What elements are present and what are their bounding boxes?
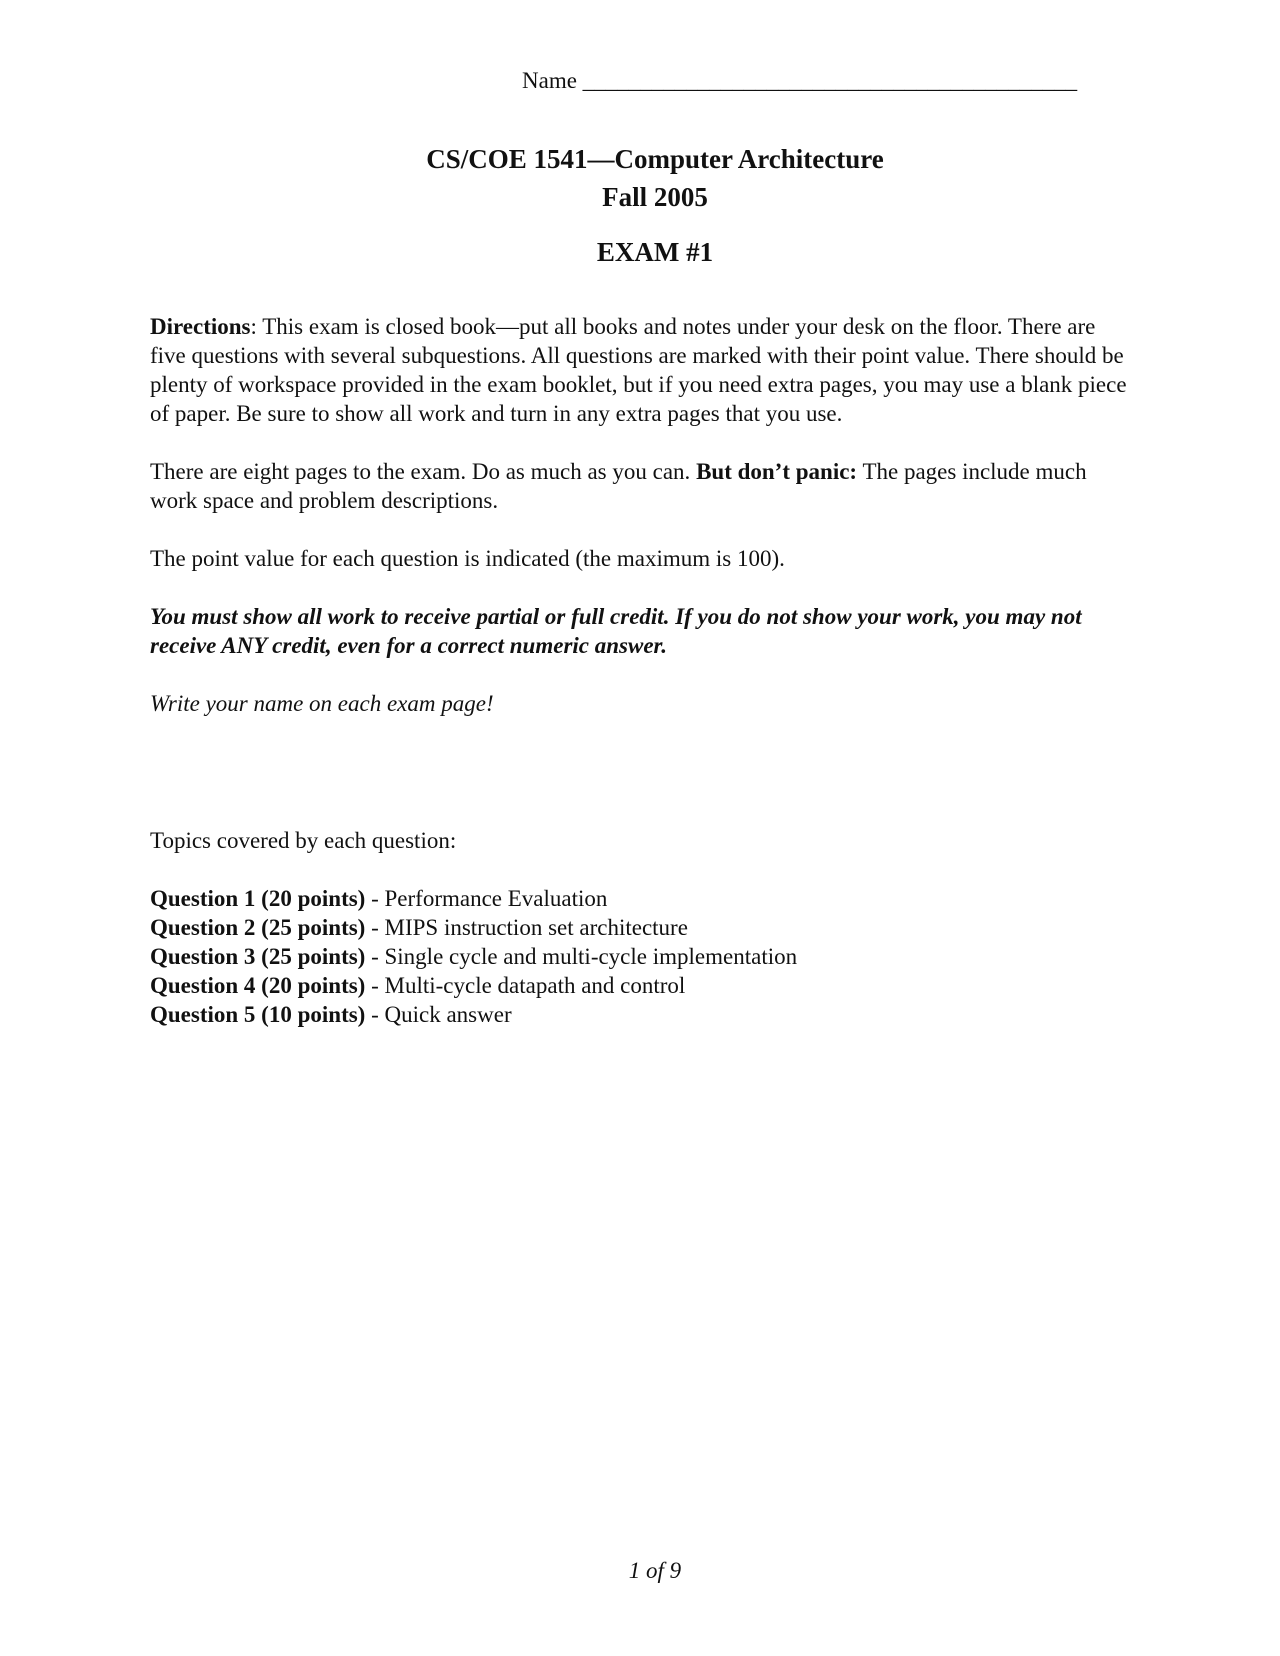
- list-item: [150, 913, 1130, 942]
- list-item: [150, 971, 1130, 1000]
- title-block: [0, 140, 1280, 271]
- topics-section: [150, 826, 1130, 1029]
- directions-paragraph: [150, 312, 1130, 428]
- exam-body: [150, 312, 1130, 1029]
- question-topic: - Single cycle and multi-cycle implementation: [365, 944, 798, 969]
- exam-title: EXAM #1: [596, 237, 714, 267]
- question-topic: - Quick answer: [365, 1002, 512, 1027]
- pages-note-after: The pages include much work space and problem descriptions.: [150, 459, 1087, 513]
- question-label: Question 3 (25 points): [150, 944, 366, 969]
- name-field: Name ___________________________________________: [522, 68, 1078, 93]
- list-item: [150, 884, 1130, 913]
- pages-note-before: There are eight pages to the exam. Do as much as you can.: [150, 459, 697, 484]
- name-reminder: Write your name on each exam page!: [150, 691, 494, 716]
- question-topic: - Multi-cycle datapath and control: [365, 973, 686, 998]
- question-label: Question 4 (20 points): [150, 973, 366, 998]
- list-item: [150, 942, 1130, 971]
- directions-text: : This exam is closed book—put all books and notes under your desk on the floor. There are five questions with several subquestions. All questions are marked with their point value. There should be plenty of workspace provided in the exam booklet, but if you need extra pages, you may use a blank piece of paper. Be sure to show all work and turn in any extra pages that you use.: [150, 314, 1127, 426]
- question-topic: - Performance Evaluation: [365, 886, 608, 911]
- credit-warning: You must show all work to receive partial or full credit. If you do not show your work, you may not receive ANY credit, even for a correct numeric answer.: [150, 604, 1082, 658]
- list-item: [150, 1000, 1130, 1029]
- topics-list: [150, 884, 1130, 1029]
- pages-note-bold: But don’t panic:: [696, 459, 858, 484]
- term-title: Fall 2005: [602, 182, 708, 212]
- pages-note-paragraph: [150, 457, 1130, 515]
- topics-heading: Topics covered by each question:: [150, 828, 457, 853]
- question-label: Question 5 (10 points): [150, 1002, 366, 1027]
- question-label: Question 1 (20 points): [150, 886, 366, 911]
- question-topic: - MIPS instruction set architecture: [365, 915, 688, 940]
- course-title: CS/COE 1541—Computer Architecture: [426, 144, 884, 174]
- point-value-note: The point value for each question is indicated (the maximum is 100).: [150, 546, 785, 571]
- page-number: 1 of 9: [628, 1558, 682, 1583]
- question-label: Question 2 (25 points): [150, 915, 366, 940]
- directions-label: Directions: [150, 314, 251, 339]
